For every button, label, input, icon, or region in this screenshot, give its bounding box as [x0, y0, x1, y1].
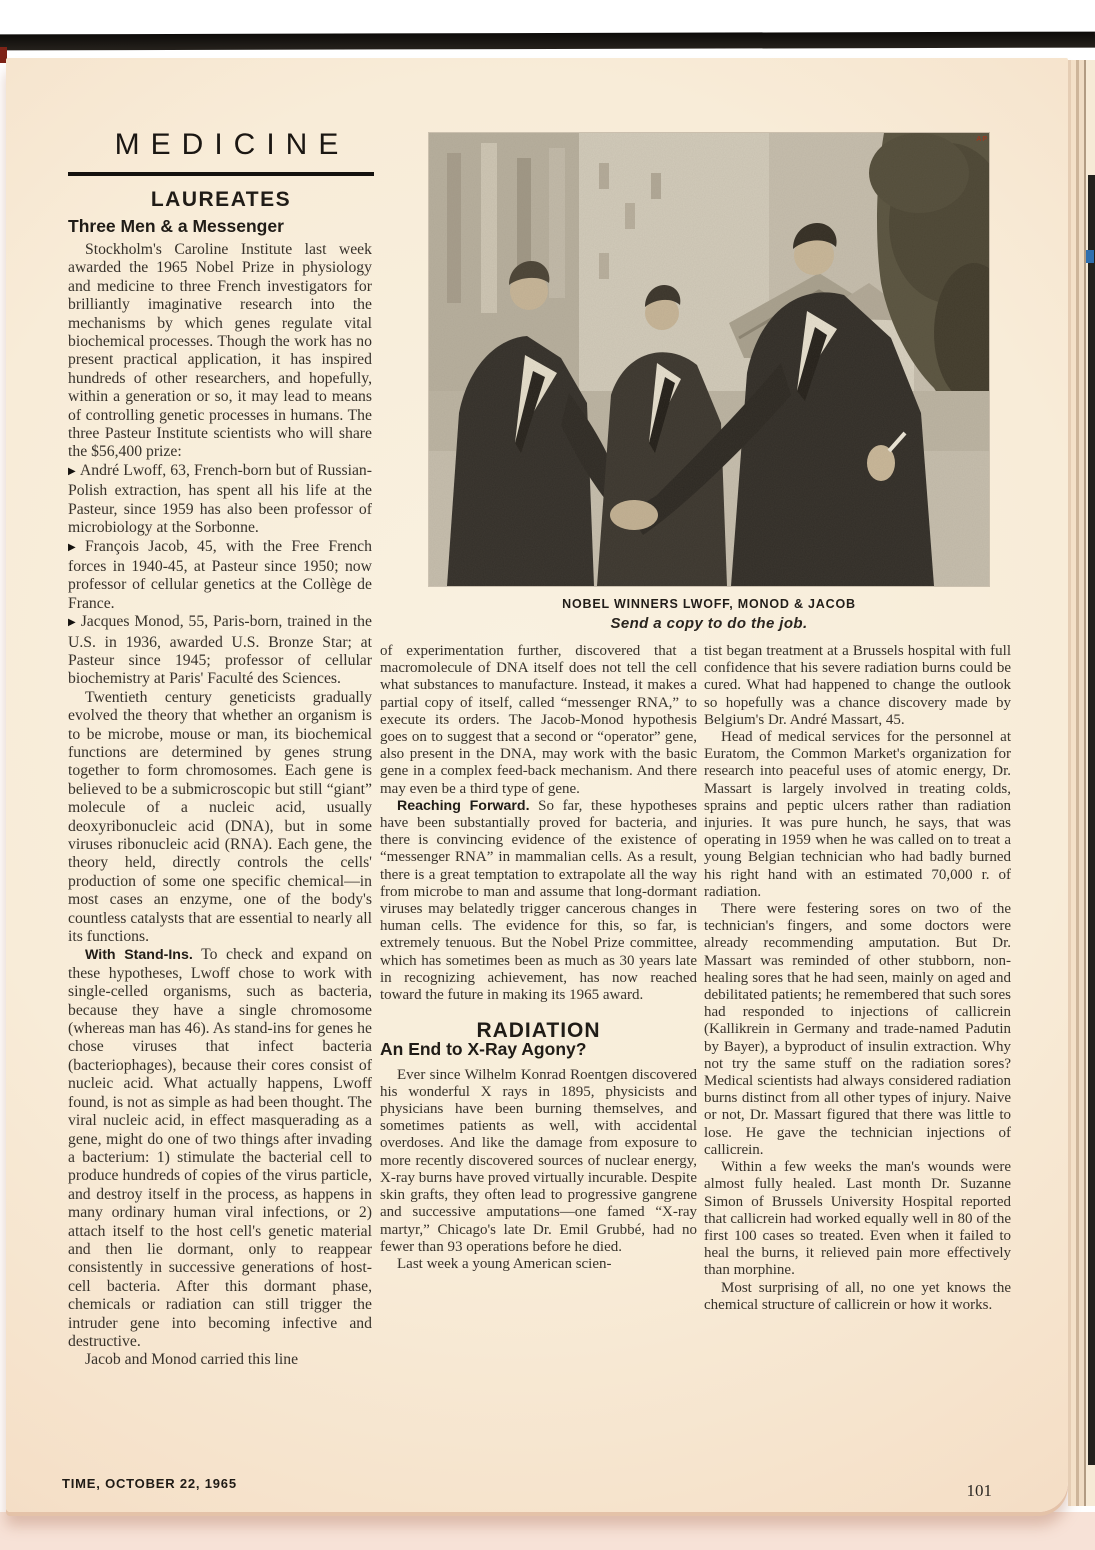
section-header-medicine: MEDICINE — [114, 128, 350, 161]
paragraph: Within a few weeks the man's wounds were almost fully healed. Last month Dr. Suzanne Simon of Brussels University Hospital reported that callicrein had worked equally well in 80 of the first 100 cases so treated. Even when it failed to heal the burns, it relieved pain more effectively than morphine. — [704, 1159, 1011, 1279]
paragraph-text: So far, these hypotheses have been substantially proved for bacteria, and there is convincing evidence of the existence of “messenger RNA” in mammalian cells. As a result, there is a great temptation to extrapolate all the way from microbe to man and assume that long-dormant viruses may belatedly trigger cancerous changes in human cells. The evidence for this, so far, is extremely tenuous. But the Nobel Prize committee, which has sometimes been as much as 30 years late in recognizing achievement, has now reached toward the future in making its 1965 award. — [380, 797, 697, 1004]
paragraph-runin — [380, 798, 697, 1004]
photo-illustration — [429, 133, 989, 586]
photo-caption-subtitle: Send a copy to do the job. — [610, 615, 808, 632]
paragraph: Last week a young American scien- — [397, 1255, 612, 1272]
section-header-rule — [68, 172, 374, 176]
paragraph-bullet — [68, 613, 372, 689]
kicker-radiation: RADIATION — [476, 1019, 601, 1043]
paragraph: Stockholm's Caroline Institute last week awarded the 1965 Nobel Prize in physiology and medicine to three French investigators for brilliantly imaginative research into the mechanisms by which genes regulate vital biochemical processes. Though the work has no present practical application, it has inspired hundreds of other researchers, and hopefully, within a generation or so, it may lead to means of controlling genetic processes in humans. The three Pasteur Institute scientists who will share the $56,400 prize: — [68, 241, 372, 461]
bullet-icon: ▶ — [68, 617, 77, 629]
runin-lead: With Stand-Ins. — [85, 947, 193, 964]
paragraph: Head of medical services for the personnel at Euratom, the Common Market's organization for research into peaceful uses of atomic energy, Dr. Massart is largely involved in treating colds, sprains and peptic ulcers rather than radiation injuries. It was pure hunch, he says, that was operating in 1959 when he was called on to treat a young Belgian technician who had badly burned his right hand with an estimated 70,000 r. of radiation. — [704, 729, 1011, 900]
column-right — [704, 643, 1011, 1463]
paragraph-bullet — [68, 462, 372, 538]
paragraph: of experimentation further, discovered that a macromolecule of DNA itself does not tell the cell what substances to manufacture. Instead, it makes a partial copy of itself, called “messenger RNA,” to execute its orders. The Jacob-Monod hypothesis goes on to suggest that a second or “operator” gene, also present in the DNA, may work with the basic gene in a complex feed-back mechanism. And there may even be a third type of gene. — [380, 643, 697, 797]
runin-lead: Reaching Forward. — [397, 797, 530, 814]
paragraph: Ever since Wilhelm Konrad Roentgen discovered his wonderful X rays in 1895, physicists and physicians have been burning themselves, and sometimes patients as well, with accidental overdoses. And like the damage from exposure to more recently discovered sources of nuclear energy, X-ray burns have proved virtually incurable. Despite skin grafts, they often lead to progressive gangrene and successive amputations—one famed “X-ray martyr,” Chicago's late Dr. Emil Grubbé, had no fewer than 93 operations before he died. — [380, 1066, 697, 1255]
scan-binding-bar — [0, 32, 1095, 51]
column-left — [68, 241, 372, 1477]
page-stack-shadow — [1088, 175, 1095, 1465]
paragraph-runin — [68, 946, 372, 1351]
paragraph-text: André Lwoff, 63, French-born but of Russian-Polish extraction, has spent all his life at the Pasteur, since 1959 has also been professor of microbiology at the Sorbonne. — [68, 461, 372, 537]
paragraph-bullet — [68, 538, 372, 614]
page-number: 101 — [966, 1481, 992, 1500]
photo-caption-title: NOBEL WINNERS LWOFF, MONOD & JACOB — [562, 597, 856, 611]
paragraph: tist began treatment at a Brussels hospital with full confidence that his severe radiation burns could be cured. What had happened to change the outlook so hopefully was a chance discovery made by Belgium's Dr. André Massart, 45. — [704, 643, 1011, 728]
paragraph: Jacob and Monod carried this line — [85, 1351, 299, 1369]
paragraph-text: To check and expand on these hypotheses, Lwoff chose to work with single-celled organisms, such as bacteria, because they have a single chromosome (whereas man has 46). As stand-ins for genes he chose viruses that infect bacteria (bacteriophages), because their cores consist of nucleic acid. What actually happens, Lwoff found, is not as simple as had been thought. The viral nucleic acid, in effect masquerading as a gene, might do one of two things after invading a bacterium: 1) stimulate the bacterial cell to produce hundreds of copies of the virus particle, and destroy itself in the process, as happens in many ordinary human viral infections, or 2) attach itself to the host cell's genetic material and then lie dormant, only to reappear consistently in successive generations of host-cell bacteria. After this dormant phase, chemicals or radiation can still trigger the intruder gene into becoming infective and destructive. — [68, 946, 372, 1350]
magazine-footer: TIME, OCTOBER 22, 1965 — [62, 1476, 237, 1491]
bullet-icon: ▶ — [68, 541, 81, 553]
paragraph: Most surprising of all, no one yet knows the chemical structure of callicrein or how it works. — [704, 1279, 1011, 1313]
kicker-laureates: LAUREATES — [150, 188, 292, 211]
paragraph-text: François Jacob, 45, with the Free French forces in 1940-45, at Pasteur since 1950; now professor of cellular genetics at the Collège de France. — [68, 537, 372, 612]
scan-background — [0, 1512, 1095, 1550]
bullet-icon: ▶ — [68, 465, 76, 477]
page-edge-blue-mark — [1086, 250, 1094, 263]
paragraph: There were festering sores on two of the technician's fingers, and some doctors were already recommending amputation. But Dr. Massart was reminded of other stubborn, non-healing sores that he had seen, mainly on aged and debilitated patients; he remembered that such sores had responded to injections of callicrein (Kallikrein in Germany and trade-named Padutin by Bayer), a byproduct of insulin extraction. Why not try the same stuff on the radiation sores? Medical scientists had always considered radiation burns distinct from all other types of injury. Naive or not, Dr. Massart figured that there was little to lose. He gave the technician injections of callicrein. — [704, 901, 1011, 1158]
headline-xray-agony: An End to X-Ray Agony? — [380, 1039, 587, 1060]
paragraph: Twentieth century geneticists gradually evolved the theory that whether an organism is to be microbe, mouse or man, its biochemical functions are determined by genes strung together to form chromosomes. Each gene is believed to be a submicroscopic but still “giant” molecule of a nucleic acid, usually deoxyribonucleic acid (DNA), but in some viruses ribonucleic acid (RNA). Each gene, the theory held, directly controls the cells' production of some one specific chemical—in most cases an enzyme, one of the body's countless catalysts that are essential to nearly all its functions. — [68, 688, 372, 946]
photo-credit-ap: AP — [976, 136, 988, 143]
paragraph-text: Jacques Monod, 55, Paris-born, trained in the U.S. in 1936, awarded U.S. Bronze Star; at Pasteur since 1945; professor of cellular biochemistry at Paris' Faculté des Sciences. — [68, 613, 372, 688]
headline-three-men: Three Men & a Messenger — [68, 216, 284, 236]
column-middle — [380, 643, 697, 1499]
nobel-winners-photo — [429, 133, 989, 586]
